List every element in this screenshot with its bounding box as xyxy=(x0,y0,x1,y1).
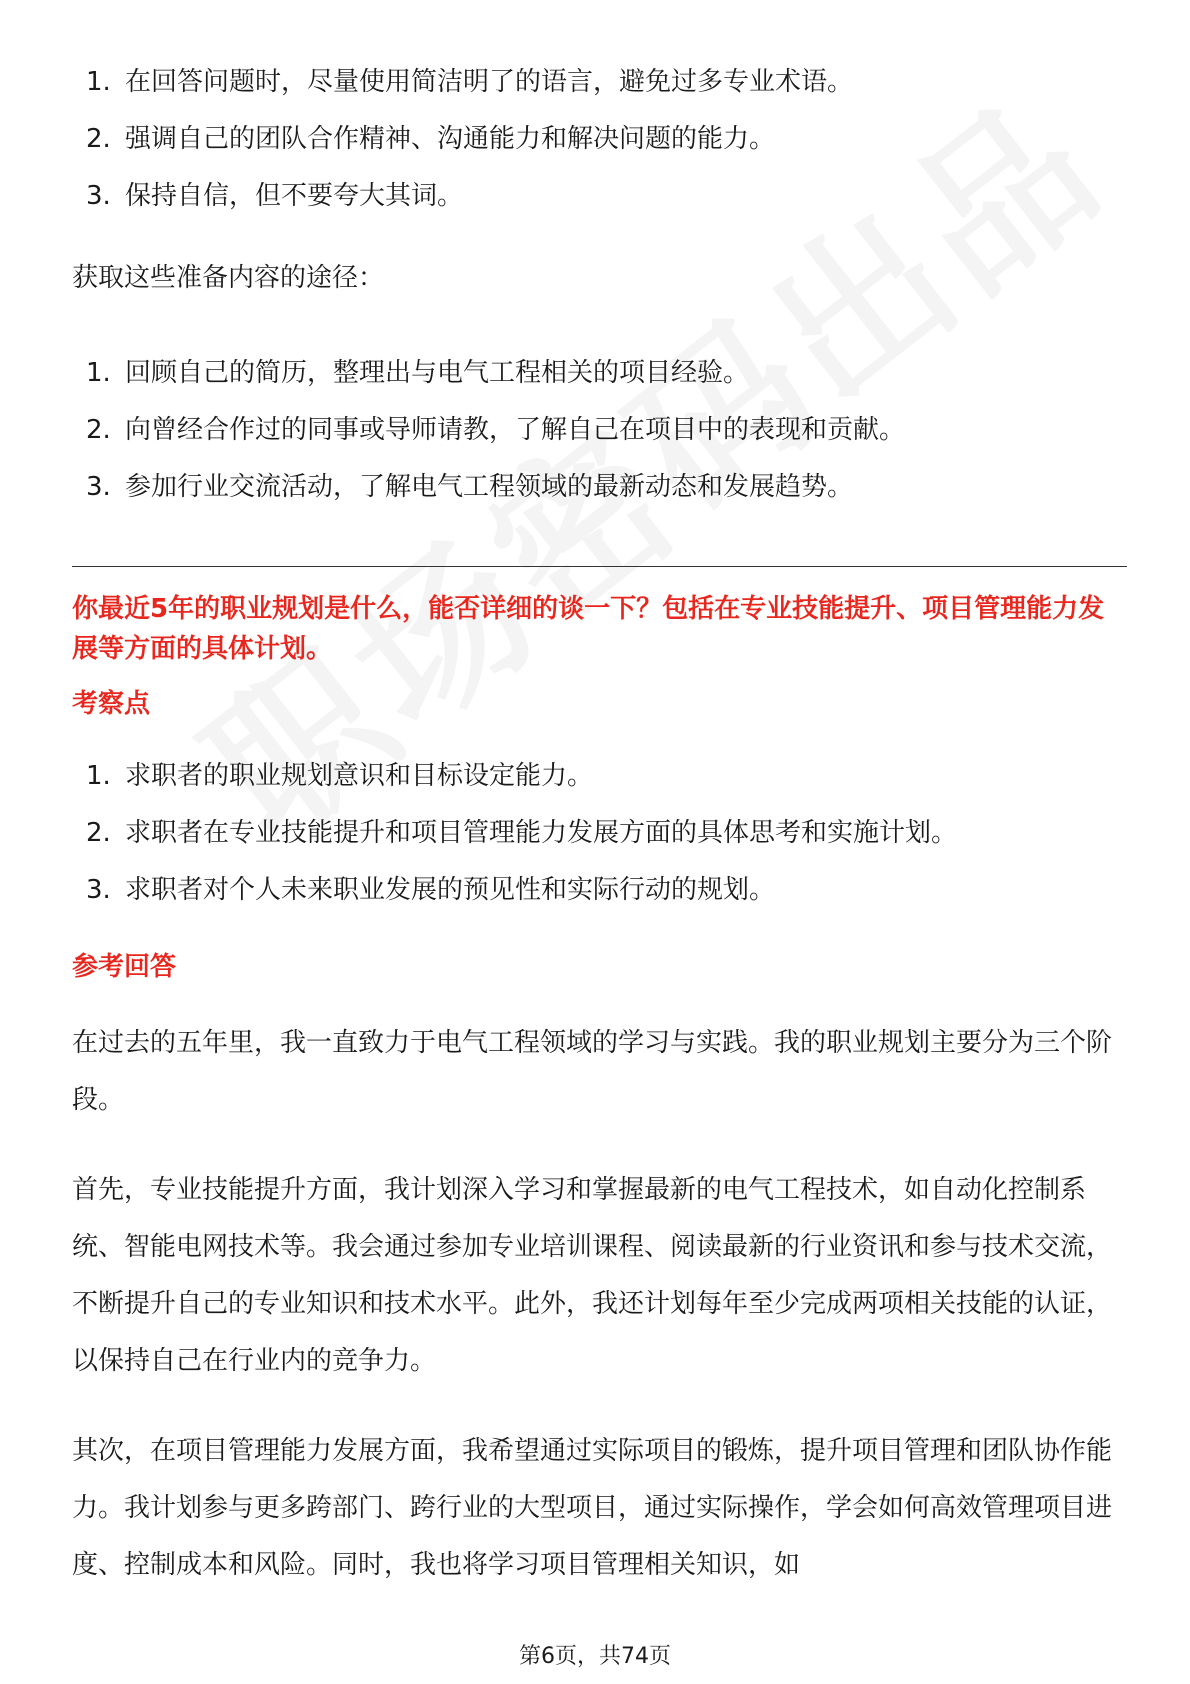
answer-paragraph: 其次，在项目管理能力发展方面，我希望通过实际项目的锻炼，提升项目管理和团队协作能力。我计划参与更多跨部门、跨行业的大型项目，通过实际操作，学会如何高效管理项目进度、控制成本和风险。同时，我也将学习项目管理相关知识，如 xyxy=(72,1436,1113,1580)
list-item-number: 2. xyxy=(86,124,111,154)
list-item-text: 强调自己的团队合作精神、沟通能力和解决问题的能力。 xyxy=(125,124,776,154)
list-item-text: 参加行业交流活动，了解电气工程领域的最新动态和发展趋势。 xyxy=(125,472,854,502)
list-item xyxy=(72,357,905,389)
list-item xyxy=(72,66,853,98)
list-item-text: 求职者对个人未来职业发展的预见性和实际行动的规划。 xyxy=(125,875,776,905)
list-item xyxy=(72,180,853,212)
interview-question: 你最近5年的职业规划是什么，能否详细的谈一下？包括在专业技能提升、项目管理能力发展等方面的具体计划。 xyxy=(72,594,1105,664)
page-number-footer: 第6页，共74页 xyxy=(519,1644,671,1669)
answer-tips-list xyxy=(72,66,853,237)
list-item-number: 1. xyxy=(86,761,111,791)
list-item xyxy=(72,874,957,906)
prep-label: 获取这些准备内容的途径： xyxy=(72,263,385,293)
list-item-number: 3. xyxy=(86,181,111,211)
list-item xyxy=(72,760,957,792)
list-item xyxy=(72,817,957,849)
section-divider xyxy=(72,566,1127,567)
evaluation-points-list xyxy=(72,760,957,931)
list-item-text: 保持自信，但不要夸大其词。 xyxy=(125,181,464,211)
section-title-reference-answer: 参考回答 xyxy=(72,952,177,982)
list-item xyxy=(72,414,905,446)
list-item-number: 3. xyxy=(86,875,111,905)
list-item-number: 1. xyxy=(86,358,111,388)
list-item xyxy=(72,471,905,503)
list-item-number: 2. xyxy=(86,415,111,445)
answer-paragraph: 首先，专业技能提升方面，我计划深入学习和掌握最新的电气工程技术，如自动化控制系统、智能电网技术等。我会通过参加专业培训课程、阅读最新的行业资讯和参与技术交流，不断提升自己的专业知识和技术水平。此外，我还计划每年至少完成两项相关技能的认证，以保持自己在行业内的竞争力。 xyxy=(72,1175,1113,1376)
list-item-text: 向曾经合作过的同事或导师请教，了解自己在项目中的表现和贡献。 xyxy=(125,415,906,445)
prep-sources-list xyxy=(72,357,905,528)
list-item-number: 3. xyxy=(86,472,111,502)
section-title-evaluation-points: 考察点 xyxy=(72,689,151,719)
list-item-text: 求职者的职业规划意识和目标设定能力。 xyxy=(125,761,594,791)
list-item-text: 求职者在专业技能提升和项目管理能力发展方面的具体思考和实施计划。 xyxy=(125,818,958,848)
list-item-number: 1. xyxy=(86,67,111,97)
list-item-text: 回顾自己的简历，整理出与电气工程相关的项目经验。 xyxy=(125,358,750,388)
answer-paragraph: 在过去的五年里，我一直致力于电气工程领域的学习与实践。我的职业规划主要分为三个阶段。 xyxy=(72,1028,1113,1115)
list-item-text: 在回答问题时，尽量使用简洁明了的语言，避免过多专业术语。 xyxy=(125,67,854,97)
list-item-number: 2. xyxy=(86,818,111,848)
list-item xyxy=(72,123,853,155)
